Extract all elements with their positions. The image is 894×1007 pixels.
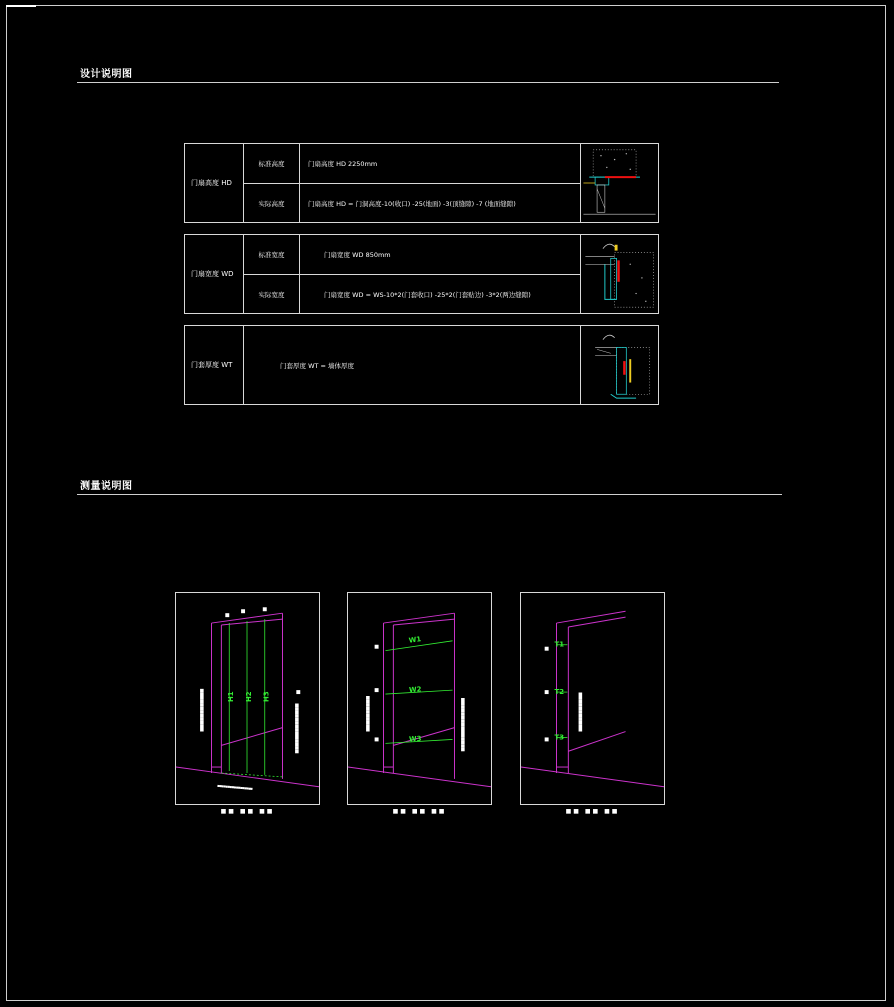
spec-line-text: 门套厚度 WT = 墙体厚度 [280, 361, 355, 370]
spec-row-height [184, 143, 659, 223]
spec-line [244, 184, 581, 223]
dimension-label: T1 [554, 640, 565, 649]
dimension-label: T2 [554, 688, 565, 697]
section-detail-height [580, 144, 658, 222]
measure-panel-height [175, 592, 320, 805]
design-section-title: 设计说明图 [80, 69, 133, 80]
height-right-note: ■■■■■■■■■■■■■■ [294, 703, 301, 754]
width-right-note: ■■■■■■■■■■■■■■■ [460, 697, 467, 752]
spec-line-label: 标准高度 [244, 144, 300, 183]
dimension-label: T3 [554, 733, 565, 742]
dimension-label: H2 [244, 691, 253, 702]
section-detail-width [580, 235, 658, 313]
spec-row-thickness [184, 325, 659, 405]
width-left-note: ■■■■■■■■■■ [365, 695, 372, 732]
measure-panel-caption: ■■ ■■ ■■ [565, 808, 620, 815]
height-bottom-note: ■■■■■■■■■■■■■■■■■ [217, 783, 253, 791]
spec-head: 门扇宽度 WD [185, 235, 244, 313]
dimension-label: W2 [408, 685, 422, 695]
spec-line-text: 门扇宽度 WD 850mm [324, 251, 391, 259]
measure-panel-width [347, 592, 492, 805]
spec-line-text: 门扇宽度 WD = WS-10*2(门套收口) -25*2(门套贴边) -3*2(两边缝隙) [324, 291, 531, 299]
height-left-note: ■■■■■■■■■■■■ [199, 688, 206, 732]
measure-section-rule [77, 494, 782, 495]
measure-panel-caption: ■■ ■■ ■■ [392, 808, 447, 815]
thickness-right-note: ■■■■■■■■■■■ [578, 692, 585, 732]
section-detail-thickness [580, 326, 658, 404]
spec-line-text: 门扇高度 HD = 门洞高度-10(收口) -25(地面) -3(顶缝隙) -7 (地面缝隙) [308, 200, 516, 208]
spec-line-label: 实际宽度 [244, 275, 300, 314]
design-section-rule [77, 82, 779, 83]
dimension-label: W1 [408, 635, 422, 645]
dimension-label: W3 [408, 734, 422, 744]
spec-line-label: 标准宽度 [244, 235, 300, 274]
spec-row-width [184, 234, 659, 314]
dimension-label: H1 [227, 691, 236, 702]
spec-line-label: 实际高度 [244, 184, 300, 223]
frame-corner-mark [6, 5, 36, 7]
measure-panel-thickness [520, 592, 665, 805]
spec-line-text: 门扇高度 HD 2250mm [308, 160, 378, 168]
spec-line [244, 144, 581, 183]
spec-line [244, 275, 581, 314]
measure-section-title: 测量说明图 [80, 481, 133, 492]
spec-line [244, 235, 581, 274]
measure-panel-caption: ■■ ■■ ■■ [220, 808, 275, 815]
spec-head: 门套厚度 WT [185, 326, 244, 404]
dimension-label: H3 [262, 691, 271, 702]
spec-head: 门扇高度 HD [185, 144, 244, 222]
